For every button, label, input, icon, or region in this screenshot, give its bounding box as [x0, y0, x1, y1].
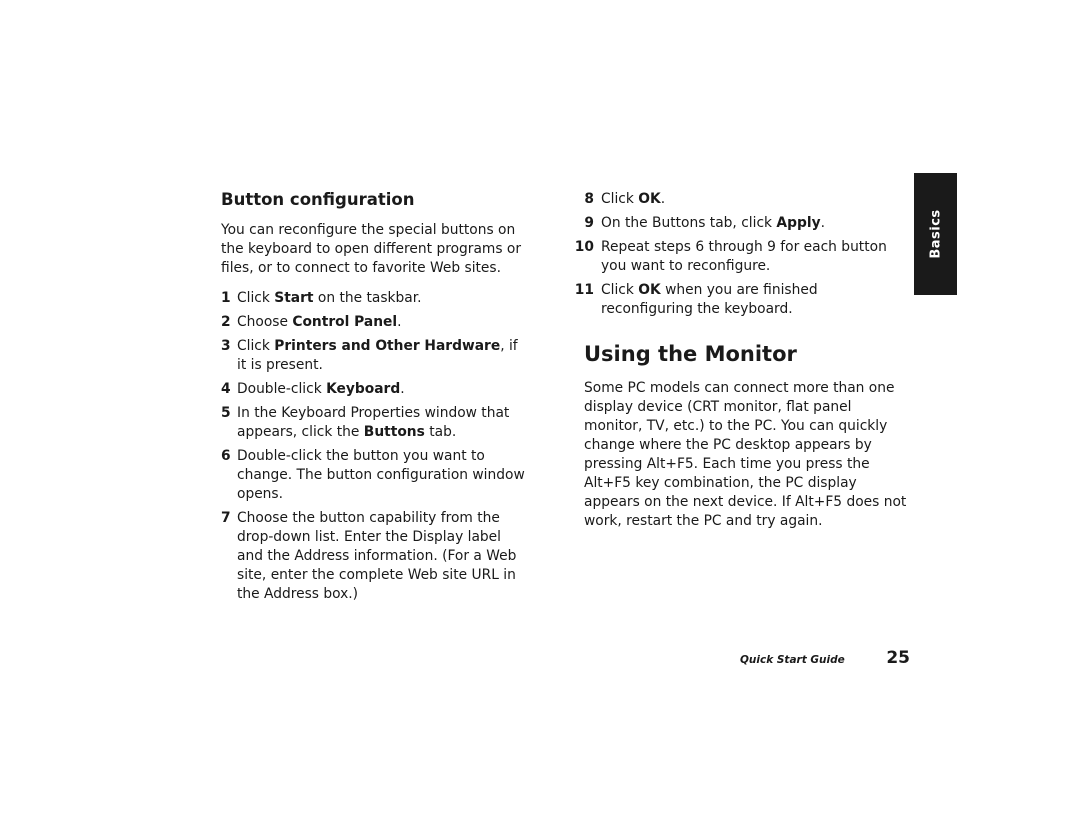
- left-column: [221, 190, 526, 609]
- step-number: 2: [221, 314, 231, 330]
- intro-paragraph: You can reconfigure the special buttons on the keyboard to open different programs or files, or to connect to favorite Web sites.: [221, 222, 522, 276]
- step-number: 8: [584, 191, 594, 207]
- step-number: 4: [221, 381, 231, 397]
- right-column: [570, 190, 910, 542]
- step-item: 3 Click Printers and Other Hardware, if it is present.: [221, 338, 518, 373]
- page-number: 25: [886, 648, 910, 668]
- section-tab-label: Basics: [928, 209, 943, 259]
- footer-label: Quick Start Guide: [740, 654, 845, 666]
- step-item: 6 Double-click the button you want to change. The button configuration window opens.: [221, 448, 525, 502]
- page-footer: [740, 648, 910, 672]
- section-heading: Button configuration: [221, 190, 415, 209]
- step-number: 10: [574, 239, 594, 255]
- monitor-paragraph: Some PC models can connect more than one display device (CRT monitor, flat panel monitor, TV, etc.) to the PC. You can quickly change where the PC desktop appears by pressing Alt+F5. Each time you press the Alt+F5 key combination, the PC display appears on the next device. If Alt+F5 does not work, restart the PC and try again.: [584, 380, 907, 529]
- step-item: 4 Double-click Keyboard.: [221, 381, 405, 397]
- step-number: 11: [574, 282, 594, 298]
- step-item: 8 Click OK.: [570, 190, 910, 209]
- step-item: 9 On the Buttons tab, click Apply.: [570, 214, 910, 233]
- steps-list-continued: [570, 190, 910, 319]
- step-item: 10 Repeat steps 6 through 9 for each button you want to reconfigure.: [570, 238, 910, 276]
- step-number: 6: [221, 448, 231, 464]
- step-item: 2 Choose Control Panel.: [221, 314, 402, 330]
- step-item: 11 Click OK when you are finished reconfiguring the keyboard.: [570, 281, 910, 319]
- monitor-heading: Using the Monitor: [584, 342, 797, 366]
- step-number: 3: [221, 338, 231, 354]
- step-number: 7: [221, 510, 231, 526]
- step-item: 7 Choose the button capability from the drop-down list. Enter the Display label and the Address information. (For a Web site, enter the complete Web site URL in the Address box.): [221, 510, 517, 602]
- step-number: 9: [584, 215, 594, 231]
- step-item: 5 In the Keyboard Properties window that appears, click the Buttons tab.: [221, 405, 510, 440]
- section-tab: [914, 173, 957, 295]
- step-number: 1: [221, 290, 231, 306]
- step-number: 5: [221, 405, 231, 421]
- steps-list: [221, 289, 526, 604]
- step-item: 1 Click Start on the taskbar.: [221, 290, 422, 306]
